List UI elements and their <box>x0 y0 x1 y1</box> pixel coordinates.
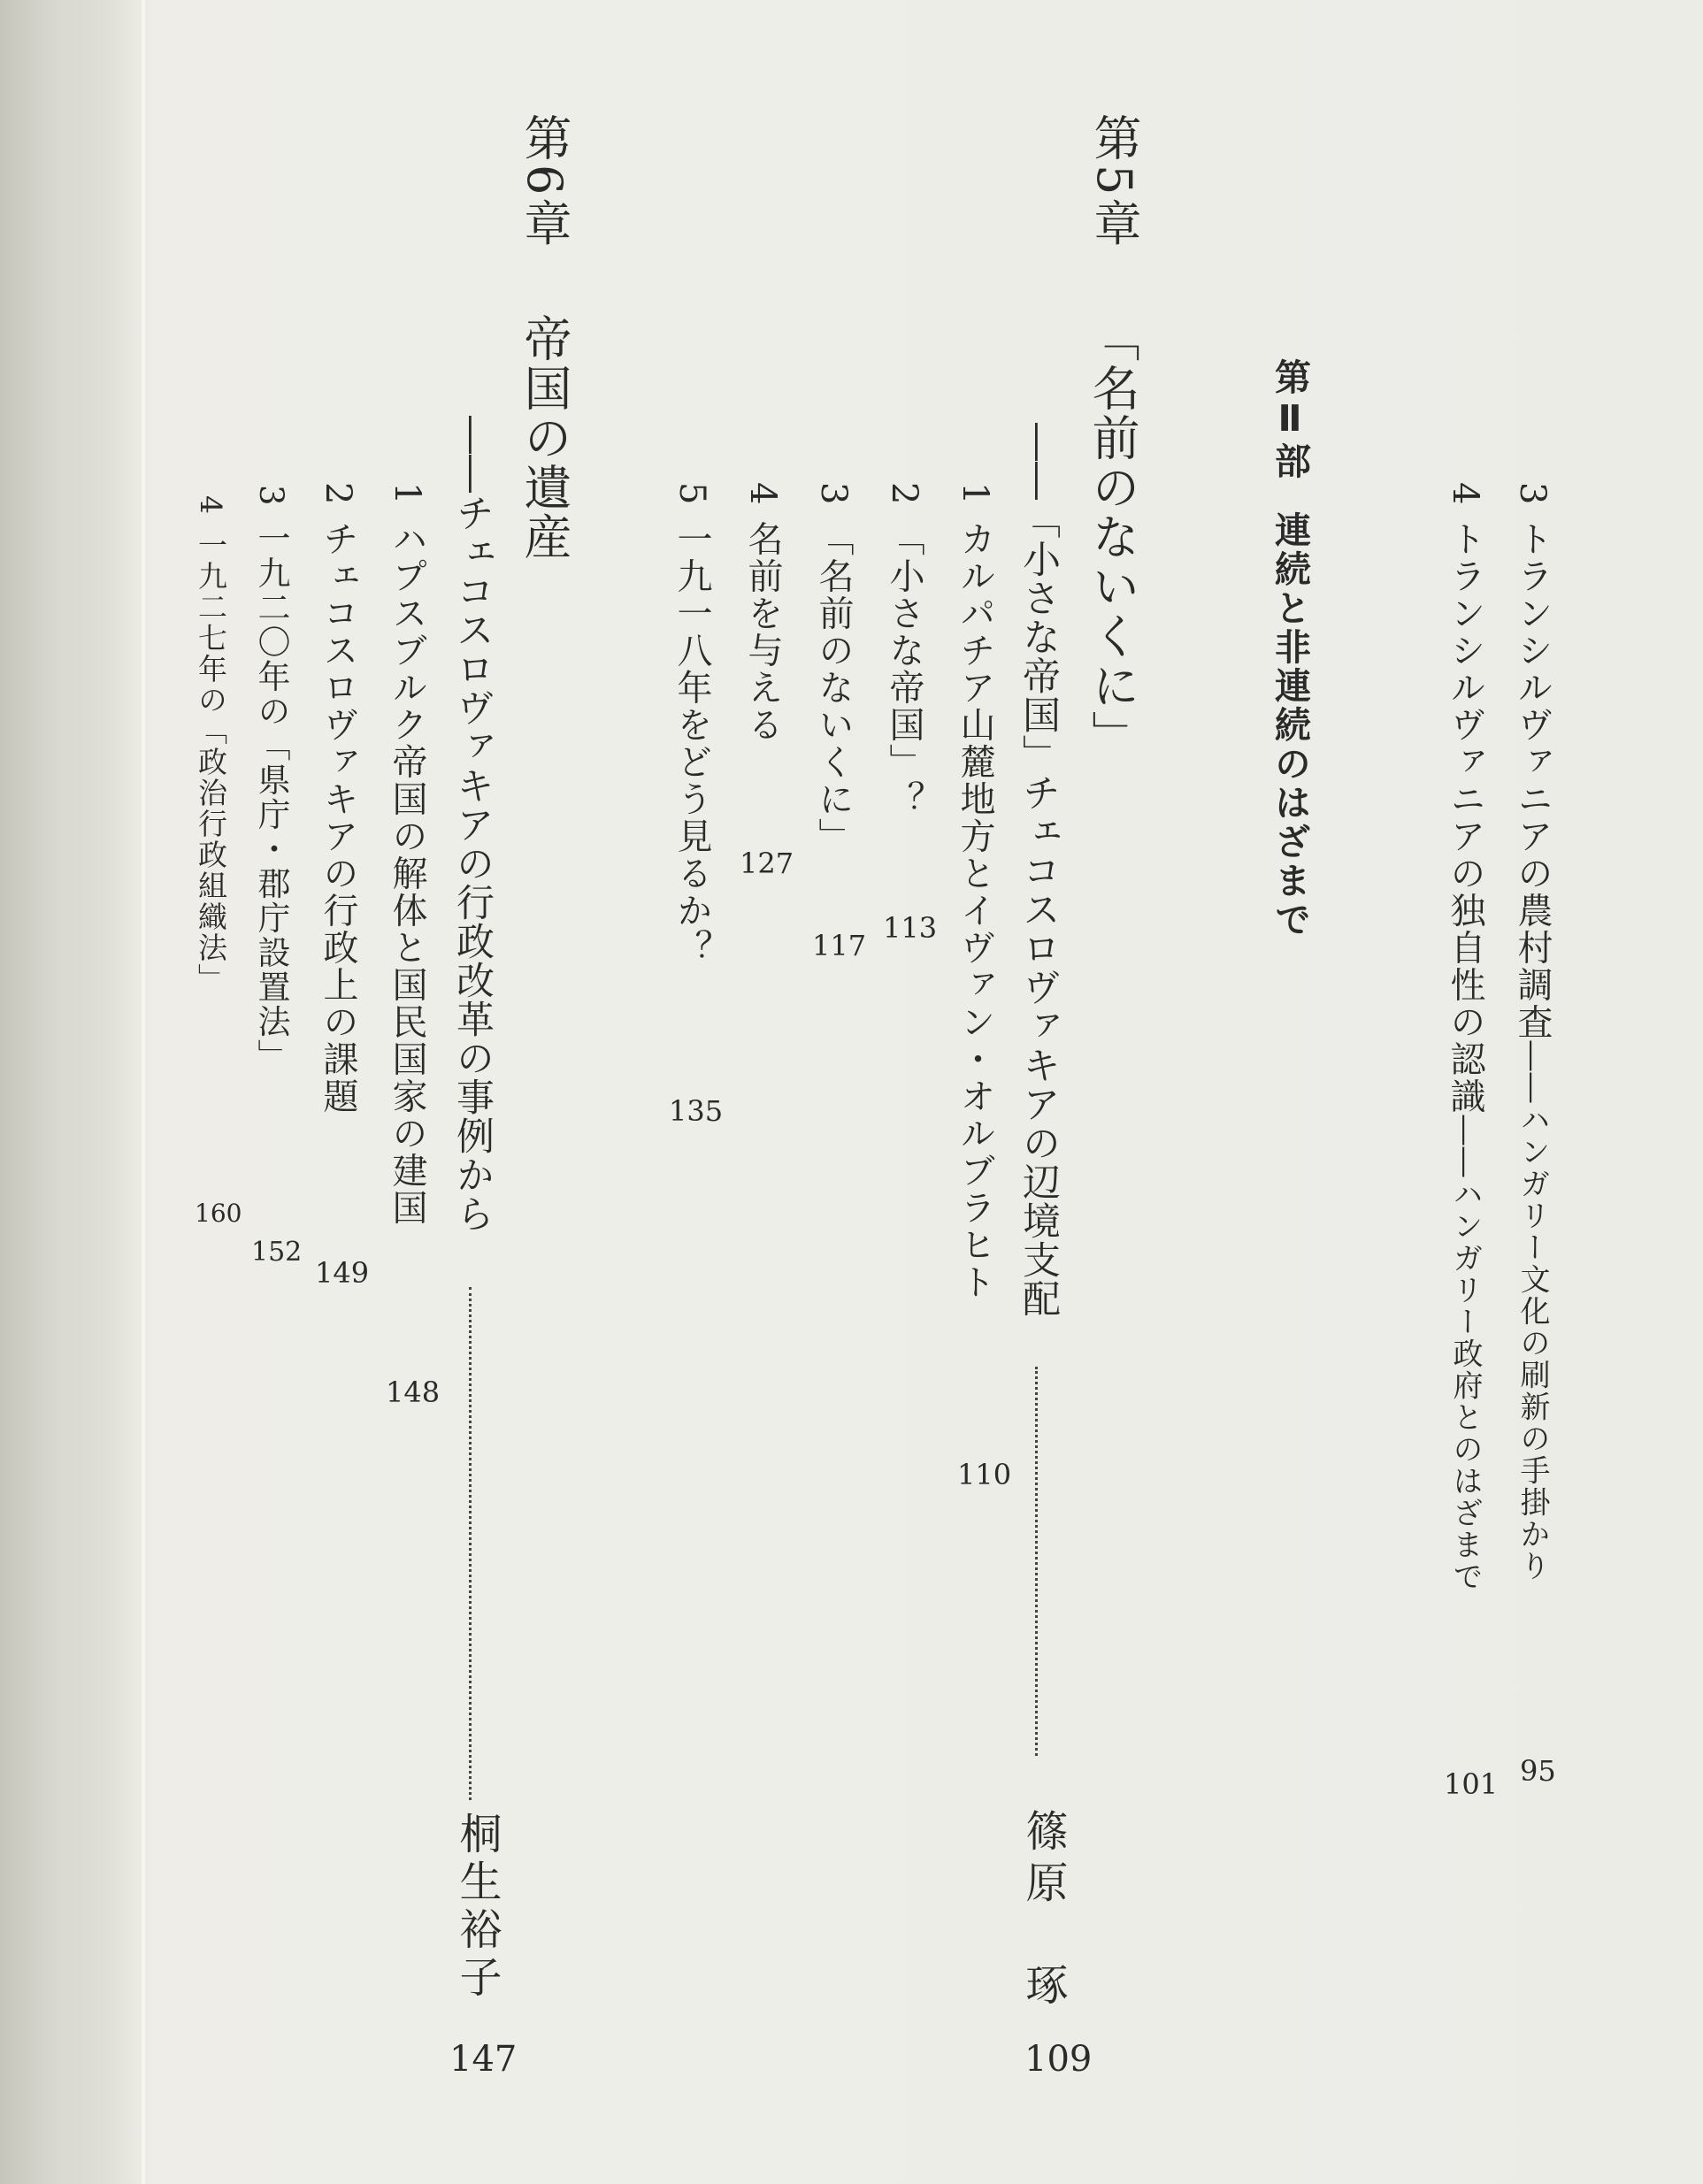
chapter-label: 第6章 <box>517 113 572 250</box>
section-title: トランシルヴァニアの独自性の認識 <box>1445 520 1485 1115</box>
section-title: カルパチア山麓地方とイヴァン・オルブラヒト <box>955 520 995 1301</box>
page-number: 101 <box>1444 1767 1499 1801</box>
leader-dots <box>469 1287 472 1800</box>
toc-section-1 <box>389 482 425 1226</box>
section-number: 3 <box>813 482 854 507</box>
toc-section-2 <box>320 482 356 1115</box>
toc-entry-4 <box>1447 482 1483 1592</box>
leader-dots <box>1035 1367 1038 1756</box>
page-number: 95 <box>1520 1754 1556 1788</box>
section-title: 名前を与える <box>742 520 783 744</box>
page-number: 127 <box>740 847 794 880</box>
section-title: 「名前のないくに」 <box>813 520 854 855</box>
section-subtitle: ――ハンガリー文化の刷新の手掛かり <box>1515 1040 1550 1582</box>
section-number: 4 <box>742 482 783 507</box>
section-title: 「小さな帝国」？ <box>884 520 924 818</box>
section-title: 一九二〇年の「県庁・郡庁設置法」 <box>252 521 290 1074</box>
chapter-author: 篠原 琢 <box>1018 1809 1068 2014</box>
section-title: ハプスブルク帝国の解体と国民国家の建国 <box>387 520 427 1227</box>
part-title: 連続と非連続のはざまで <box>1269 511 1311 939</box>
section-number: 3 <box>252 485 290 508</box>
page-number: 149 <box>315 1256 370 1290</box>
toc-entry-3 <box>1512 482 1553 1582</box>
section-number: 2 <box>318 482 358 507</box>
chapter-title: 帝国の遺産 <box>517 314 572 562</box>
toc-section-4 <box>742 482 783 744</box>
page-number: 135 <box>669 1094 724 1128</box>
chapter-subtitle: ――「小さな帝国」チェコスロヴァキアの辺境支配 <box>1016 423 1061 1318</box>
section-title: 一九二七年の「政治行政組織法」 <box>194 530 228 994</box>
section-number: 1 <box>387 482 427 507</box>
section-number: 3 <box>1512 482 1553 507</box>
chapter-author: 桐生裕子 <box>452 1812 502 2003</box>
section-number: 1 <box>955 482 995 507</box>
page-number: 148 <box>386 1376 441 1409</box>
toc-section-3 <box>813 482 854 855</box>
chapter-subtitle: ――チェコスロヴァキアの行政改革の事例から <box>450 416 495 1233</box>
chapter-page-number: 109 <box>1024 2039 1093 2080</box>
toc-section-4 <box>196 495 226 994</box>
section-subtitle: ――ハンガリー政府とのはざまで <box>1447 1115 1483 1593</box>
page-number: 110 <box>957 1458 1012 1491</box>
toc-section-1 <box>957 482 993 1300</box>
section-number: 4 <box>194 495 228 516</box>
book-spine-shadow <box>0 0 142 2184</box>
section-number: 2 <box>884 482 924 507</box>
section-number: 5 <box>671 482 712 507</box>
chapter-title: 「名前のないくに」 <box>1085 314 1140 760</box>
page-number: 152 <box>251 1237 303 1268</box>
section-number: 4 <box>1445 482 1485 507</box>
chapter-page-number: 147 <box>449 2039 518 2080</box>
section-title: 一九一八年をどう見るか？ <box>671 520 712 967</box>
page-number: 117 <box>812 929 867 962</box>
section-title: トランシルヴァニアの農村調査 <box>1512 520 1553 1041</box>
toc-section-3 <box>252 485 290 1074</box>
part-heading <box>1269 358 1311 939</box>
toc-section-2 <box>886 482 922 817</box>
page-edge <box>142 0 145 2184</box>
section-title: チェコスロヴァキアの行政上の課題 <box>318 520 358 1115</box>
chapter-label: 第5章 <box>1086 113 1142 250</box>
page-number: 113 <box>883 911 938 945</box>
toc-section-5 <box>671 482 712 967</box>
part-label: 第Ⅱ部 <box>1269 358 1311 481</box>
page-number: 160 <box>195 1199 242 1228</box>
